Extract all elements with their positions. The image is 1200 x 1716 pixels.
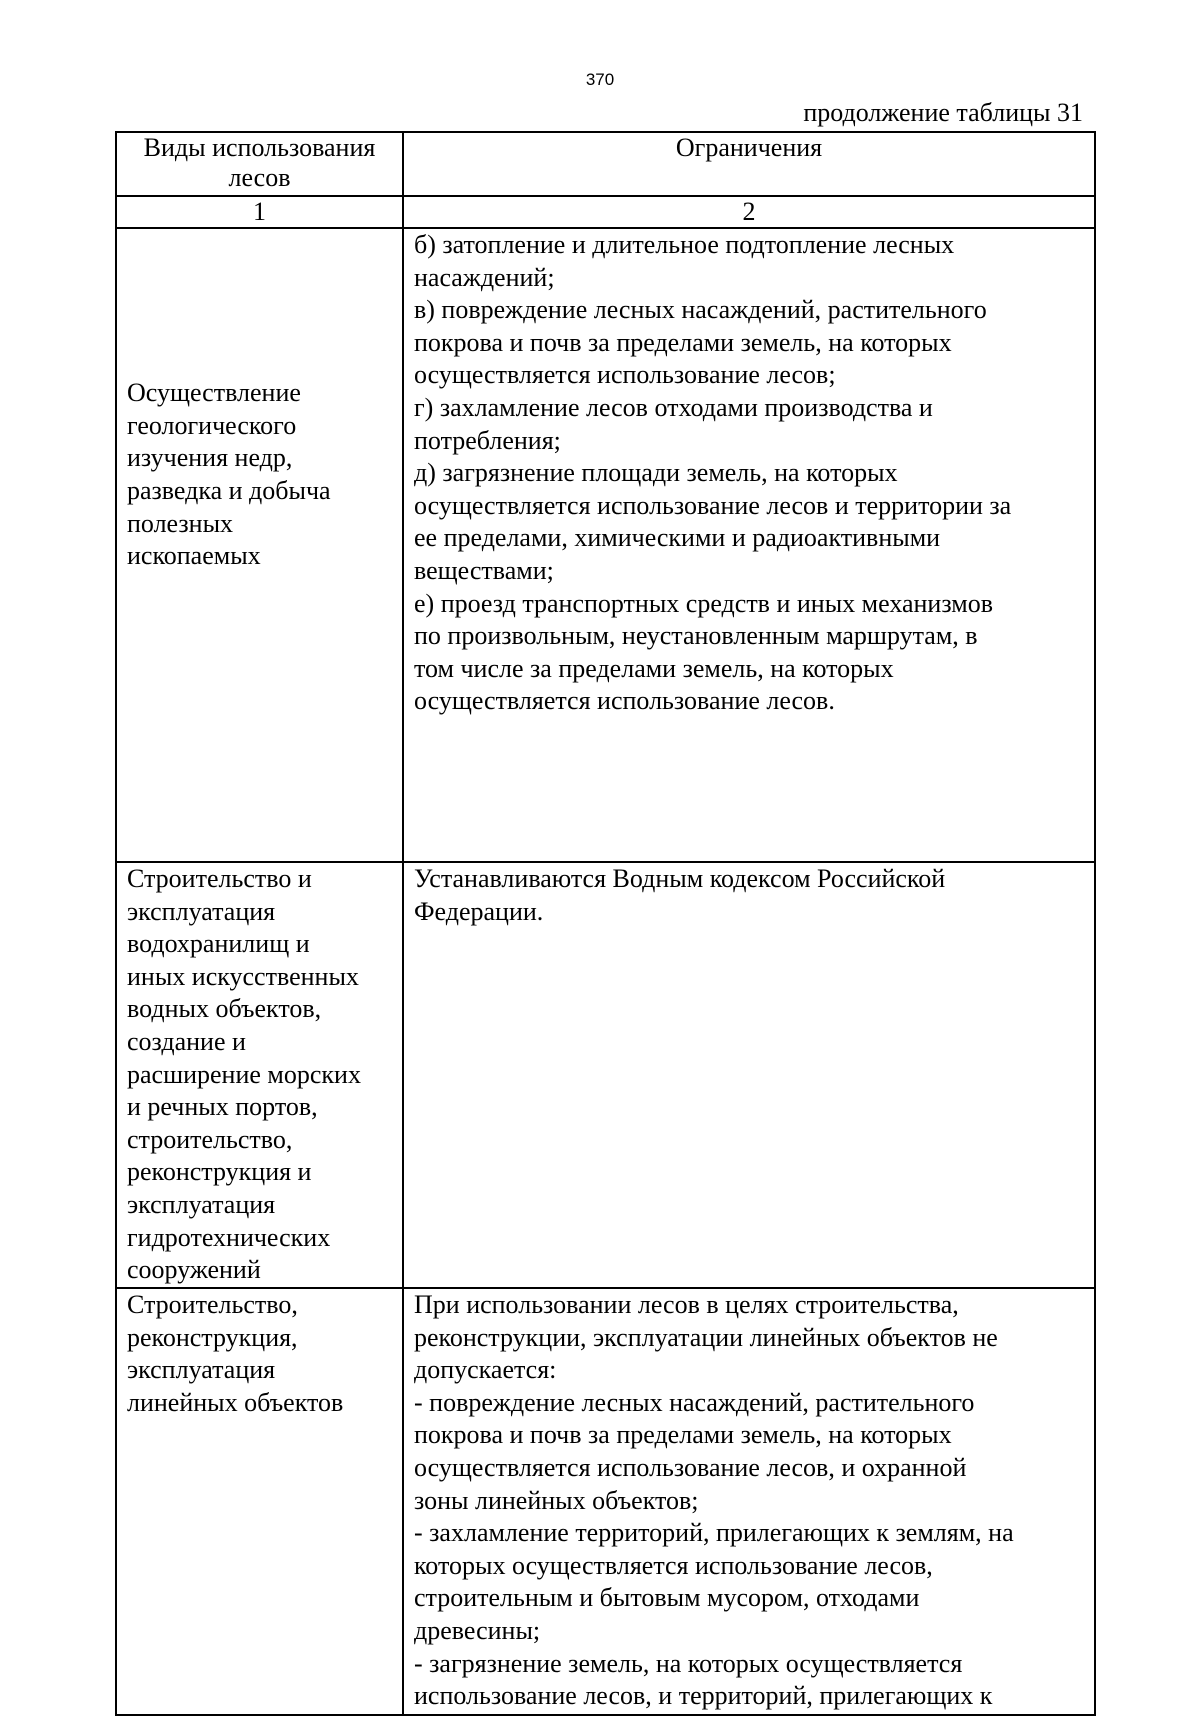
cell-text-line: в) повреждение лесных насаждений, растительного [414, 295, 987, 325]
cell-text-line: расширение морских [127, 1059, 361, 1089]
cell-text-line: создание и [127, 1026, 246, 1056]
cell-text-line: веществами; [414, 555, 554, 585]
cell-text-line: полезных [127, 508, 234, 538]
cell-text-line: д) загрязнение площади земель, на которых [414, 458, 898, 488]
table-header-row [116, 132, 1095, 196]
table-row [116, 228, 1095, 862]
cell-text-line: Строительство, [127, 1290, 298, 1319]
cell-text-line: При использовании лесов в целях строительства, [414, 1290, 959, 1319]
cell-text-line: ее пределами, химическими и радиоактивными [414, 523, 941, 553]
restrictions-table [115, 131, 1096, 1716]
cell-text-line: водохранилищ и [127, 929, 310, 959]
cell-text-line: б) затопление и длительное подтопление лесных [414, 230, 955, 259]
cell-text-line: строительным и бытовым мусором, отходами [414, 1583, 920, 1613]
cell-text-line: эксплуатация [127, 896, 276, 926]
header-forest-use-types: Виды использования лесов [116, 132, 403, 196]
cell-text-line: е) проезд транспортных средств и иных механизмов [414, 588, 993, 618]
cell-text-line: осуществляется использование лесов; [414, 360, 836, 390]
cell-text-line: Федерации. [414, 896, 544, 926]
restrictions-cell [403, 862, 1095, 1288]
cell-text-line: насаждений; [414, 262, 555, 292]
cell-text-line: и речных портов, [127, 1092, 318, 1122]
cell-text-line: г) захламление лесов отходами производства и [414, 392, 933, 422]
cell-text-line: допускается: [414, 1355, 557, 1385]
cell-text-line: потребления; [414, 425, 561, 455]
column-number-row [116, 196, 1095, 228]
cell-text-line: Осуществление [127, 378, 301, 408]
cell-text-line: реконструкции, эксплуатации линейных объектов не [414, 1322, 998, 1352]
restrictions-cell [403, 228, 1095, 862]
column-number-1: 1 [116, 196, 403, 228]
cell-text-line: древесины; [414, 1615, 541, 1645]
cell-text-line: иных искусственных [127, 961, 359, 991]
cell-text-line: эксплуатация [127, 1355, 276, 1385]
cell-text-line: по произвольным, неустановленным маршрутам, в [414, 621, 978, 651]
cell-text-line: зоны линейных объектов; [414, 1485, 699, 1515]
restrictions-cell [403, 1288, 1095, 1715]
cell-text-line: водных объектов, [127, 994, 322, 1024]
cell-text-line: изучения недр, [127, 443, 293, 473]
cell-text-line: ископаемых [127, 541, 261, 571]
cell-text-line: строительство, [127, 1124, 293, 1154]
cell-text-line: эксплуатация [127, 1189, 276, 1219]
forest-use-cell [116, 1288, 403, 1715]
page-number: 370 [585, 70, 615, 89]
cell-text-line: линейных объектов [127, 1387, 344, 1417]
header-restrictions: Ограничения [403, 132, 1095, 196]
cell-text-line: осуществляется использование лесов. [414, 686, 835, 716]
forest-use-cell [116, 228, 403, 862]
cell-text-line: геологического [127, 410, 297, 440]
cell-text-line: реконструкция и [127, 1157, 312, 1187]
cell-text-line: разведка и добыча [127, 476, 331, 505]
cell-text-line: сооружений [127, 1255, 261, 1285]
cell-text-line: которых осуществляется использование лесов, [414, 1550, 933, 1580]
cell-text-line: Строительство и [127, 864, 312, 893]
cell-text-line: реконструкция, [127, 1322, 298, 1352]
cell-text-line: - повреждение лесных насаждений, растительного [414, 1387, 975, 1417]
table-row [116, 862, 1095, 1288]
cell-text-line: использование лесов, и территорий, прилегающих к [414, 1681, 993, 1711]
cell-text-line: Устанавливаются Водным кодексом Российской [414, 864, 946, 893]
forest-use-cell [116, 862, 403, 1288]
cell-text-line: гидротехнических [127, 1222, 331, 1252]
cell-text-line: том числе за пределами земель, на которых [414, 653, 894, 683]
table-continuation-label: продолжение таблицы 31 [803, 98, 1083, 127]
column-number-2: 2 [403, 196, 1095, 228]
cell-text-line: покрова и почв за пределами земель, на которых [414, 327, 952, 357]
cell-text-line: покрова и почв за пределами земель, на которых [414, 1420, 952, 1450]
table-row [116, 1288, 1095, 1715]
cell-text-line: - загрязнение земель, на которых осуществляется [414, 1648, 963, 1678]
cell-text-line: осуществляется использование лесов и территории за [414, 490, 1012, 520]
cell-text-line: - захламление территорий, прилегающих к землям, на [414, 1518, 1014, 1548]
cell-text-line: осуществляется использование лесов, и охранной [414, 1452, 967, 1482]
